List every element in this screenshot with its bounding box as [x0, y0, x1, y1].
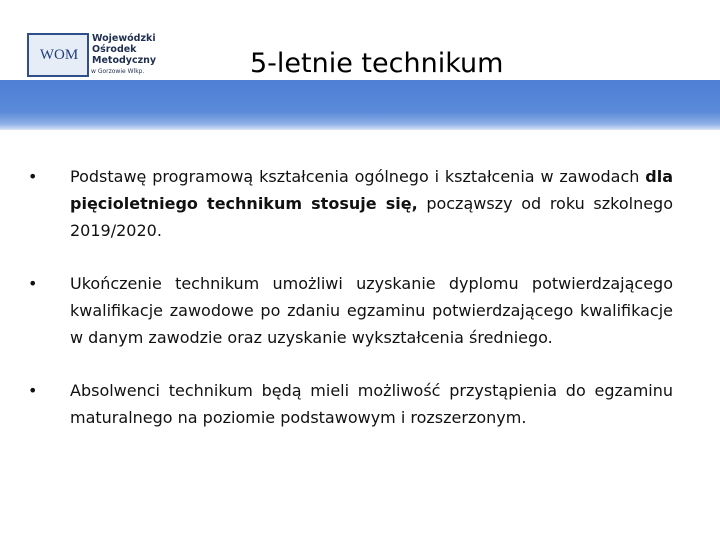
- slide-title: 5-letnie technikum: [250, 48, 504, 79]
- bullet-marker: •: [28, 274, 38, 293]
- logo-name: [92, 33, 164, 66]
- logo-line-2: Ośrodek: [92, 44, 137, 55]
- logo-letters: WOM: [39, 47, 79, 63]
- bullet-text: Ukończenie technikum umożliwi uzyskanie dyplomu potwierdzającego kwalifikacje zawodowe po zdaniu egzaminu potwierdzającego kwalifikacje w danym zawodzie oraz uzyskanie wykształcenia średniego.: [70, 274, 673, 347]
- bullet-text-end: począwszy od roku szkolnego 2019/2020.: [70, 194, 674, 240]
- logo-line-3: Metodyczny: [92, 55, 157, 66]
- bullet-list: [28, 163, 673, 457]
- bullet-item: [28, 377, 673, 431]
- wom-logo: [27, 33, 163, 79]
- bullet-item: [28, 270, 673, 351]
- bullet-text: Absolwenci technikum będą mieli możliwość przystąpienia do egzaminu maturalnego na poziomie podstawowym i rozszerzonym.: [70, 381, 673, 427]
- logo-line-1: Wojewódzki: [92, 33, 156, 44]
- slide-header: [0, 0, 720, 130]
- logo-line-4: w Gorzowie Wlkp.: [91, 68, 145, 75]
- bullet-marker: •: [28, 381, 38, 400]
- bullet-item: [28, 163, 673, 244]
- bullet-marker: •: [28, 167, 38, 186]
- logo-emblem: [27, 33, 89, 77]
- bullet-text-bold: dla pięcioletniego technikum stosuje się,: [70, 167, 673, 213]
- bullet-text-start: Podstawę programową kształcenia ogólnego i kształcenia w zawodach: [70, 167, 646, 186]
